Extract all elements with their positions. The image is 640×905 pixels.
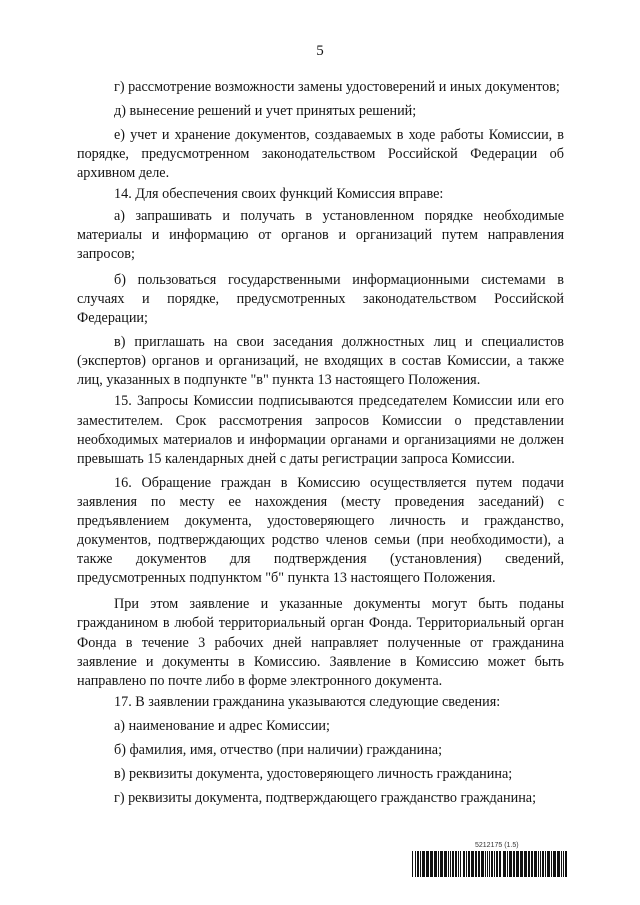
paragraph-14d: д) вынесение решений и учет принятых решений; — [114, 103, 417, 120]
paragraph-15: 15. Запросы Комиссии подписываются председателем Комиссии или его заместителем. Срок рассмотрения запросов Комиссии о представлении необходимых материалов и информации органами и организациями не должен превышать 15 календарных дней с даты регистрации запроса Комиссии. — [77, 393, 564, 467]
barcode-block — [412, 842, 569, 878]
paragraph-17g: г) реквизиты документа, подтверждающего гражданство гражданина; — [114, 790, 537, 807]
paragraph-17: 17. В заявлении гражданина указываются следующие сведения: — [114, 693, 501, 710]
paragraph-14a: а) запрашивать и получать в установленном порядке необходимые материалы и информацию от органов и организаций путем направления запросов; — [77, 207, 564, 262]
paragraph-16: 16. Обращение граждан в Комиссию осуществляется путем подачи заявления по месту ее нахождения (месту проведения заседаний) с предъявлением документа, удостоверяющего личность и гражданство, документов, подтверждающих родство членов семьи (при необходимости), а также документов для подтверждения (установления) сведений, предусмотренных подпунктом "б" пункта 13 настоящего Положения. — [77, 474, 564, 587]
paragraph-14g: г) рассмотрение возможности замены удостоверений и иных документов; — [114, 79, 560, 95]
barcode-code: 5212175 (1.5) — [475, 842, 519, 849]
paragraph-17v: в) реквизиты документа, удостоверяющего личность гражданина; — [114, 766, 513, 783]
paragraph-14b: б) пользоваться государственными информационными системами в случаях и порядке, предусмотренных законодательством Российской Федерации; — [77, 271, 564, 327]
page-number: 5 — [316, 43, 324, 59]
paragraph-14e: е) учет и хранение документов, создаваемых в ходе работы Комиссии, в порядке, предусмотренном законодательством Российской Федерации об архивном деле. — [77, 127, 564, 182]
barcode-icon — [412, 851, 569, 877]
paragraph-14: 14. Для обеспечения своих функций Комиссия вправе: — [114, 186, 444, 203]
paragraph-17b: б) фамилия, имя, отчество (при наличии) гражданина; — [114, 742, 443, 758]
paragraph-14v: в) приглашать на свои заседания должностных лиц и специалистов (экспертов) органов и организаций, не входящих в состав Комиссии, а также лиц, указанных в подпункте "в" пункта 13 настоящего Положения. — [77, 334, 564, 389]
paragraph-17a: а) наименование и адрес Комиссии; — [114, 717, 330, 734]
paragraph-16-continued: При этом заявление и указанные документы могут быть поданы гражданином в любой территориальный орган Фонда. Территориальный орган Фонда в течение 3 рабочих дней направляет полученные от гражданина заявление и документы в Комиссию. Заявление в Комиссию может быть направлено по почте либо в форме электронного документа. — [77, 596, 564, 689]
document-body — [77, 78, 564, 808]
